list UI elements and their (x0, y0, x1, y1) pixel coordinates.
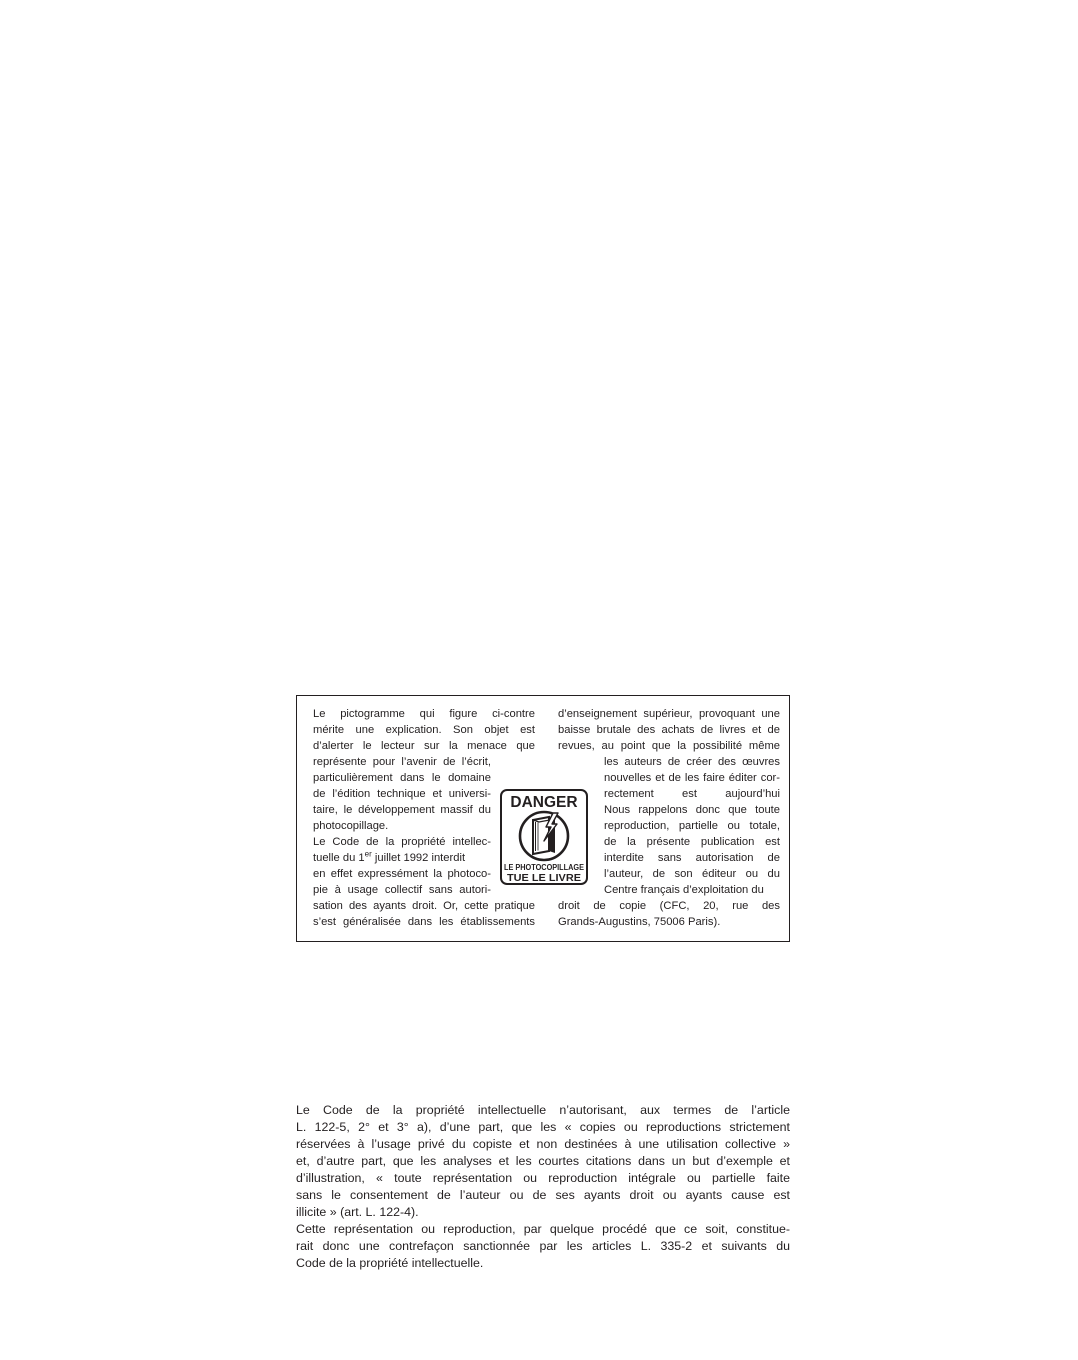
notice-left-line: de l’édition technique et universi- (313, 788, 491, 800)
notice-right-line: droit de copie (CFC, 20, rue des (558, 900, 780, 912)
notice-left-line: d’alerter le lecteur sur la menace que (313, 740, 535, 752)
date-rest: juillet 1992 interdit (371, 852, 466, 864)
danger-photocopy-logo (500, 789, 588, 885)
notice-right-line: Centre français d’exploitation du (604, 884, 764, 896)
legal-notice-text (296, 1102, 790, 1272)
notice-right-line: Grands-Augustins, 75006 Paris). (558, 916, 721, 928)
notice-right-line: de la présente publication est (604, 836, 780, 848)
notice-left-line: pie à usage collectif sans autori- (313, 884, 491, 896)
notice-right-line: revues, au point que la possibilité même (558, 740, 780, 752)
logo-photocopillage-text: LE PHOTOCOPILLAGE (504, 862, 585, 872)
legal-line: rait donc une contrefaçon sanctionnée par les articles L. 335-2 et suivants du (296, 1239, 790, 1253)
date-day: tuelle du 1 (313, 852, 365, 864)
legal-line: Cette représentation ou reproduction, par quelque procédé que ce soit, constitue- (296, 1222, 790, 1236)
notice-right-line: interdite sans autorisation de (604, 852, 780, 864)
notice-right-line: nouvelles et de les faire éditer cor- (604, 772, 780, 784)
notice-left-line: Le pictogramme qui figure ci-contre (313, 708, 535, 720)
notice-right-line: baisse brutale des achats de livres et de (558, 724, 780, 736)
superscript-er: er (364, 849, 372, 859)
notice-left-line-with-superscript (313, 850, 491, 866)
notice-right-line: Nous rappelons donc que toute (604, 804, 780, 816)
legal-line: L. 122-5, 2° et 3° a), d’une part, que les « copies ou reproductions strictement (296, 1120, 790, 1134)
legal-line: illicite » (art. L. 122-4). (296, 1205, 419, 1219)
logo-tue-le-livre-text: TUE LE LIVRE (507, 872, 581, 884)
notice-left-line: représente pour l’avenir de l’écrit, (313, 756, 491, 768)
photocopy-notice-box (296, 695, 790, 942)
notice-left-line: Le Code de la propriété intellec- (313, 836, 491, 848)
legal-line: sans le consentement de l’auteur ou de ses ayants droit ou ayants cause est (296, 1188, 790, 1202)
notice-right-line: reproduction, partielle ou totale, (604, 820, 780, 832)
legal-line: réservées à l’usage privé du copiste et non destinées à une utilisation collective » (296, 1137, 790, 1151)
notice-right-line: l’auteur, de son éditeur ou du (604, 868, 780, 880)
notice-right-line: d’enseignement supérieur, provoquant une (558, 708, 780, 720)
notice-left-line: s’est généralisée dans les établissements (313, 916, 535, 928)
logo-danger-text: DANGER (510, 794, 578, 811)
notice-left-line: photocopillage. (313, 820, 389, 832)
notice-right-column (558, 706, 780, 930)
legal-line: d’illustration, « toute représentation ou reproduction intégrale ou partielle faite (296, 1171, 790, 1185)
notice-right-line: les auteurs de créer des œuvres (604, 756, 780, 768)
legal-line: Le Code de la propriété intellectuelle n’autorisant, aux termes de l’article (296, 1103, 790, 1117)
legal-line: Code de la propriété intellectuelle. (296, 1256, 484, 1270)
notice-left-line: taire, le développement massif du (313, 804, 491, 816)
notice-left-line: mérite une explication. Son objet est (313, 724, 535, 736)
notice-right-line: rectement est aujourd’hui (604, 788, 780, 800)
notice-left-line: sation des ayants droit. Or, cette pratique (313, 900, 535, 912)
danger-photocopy-book-icon (500, 789, 588, 885)
legal-line: et, d’autre part, que les analyses et les courtes citations dans un but d’exemple et (296, 1154, 790, 1168)
notice-left-line: en effet expressément la photoco- (313, 868, 491, 880)
notice-left-line: particulièrement dans le domaine (313, 772, 491, 784)
